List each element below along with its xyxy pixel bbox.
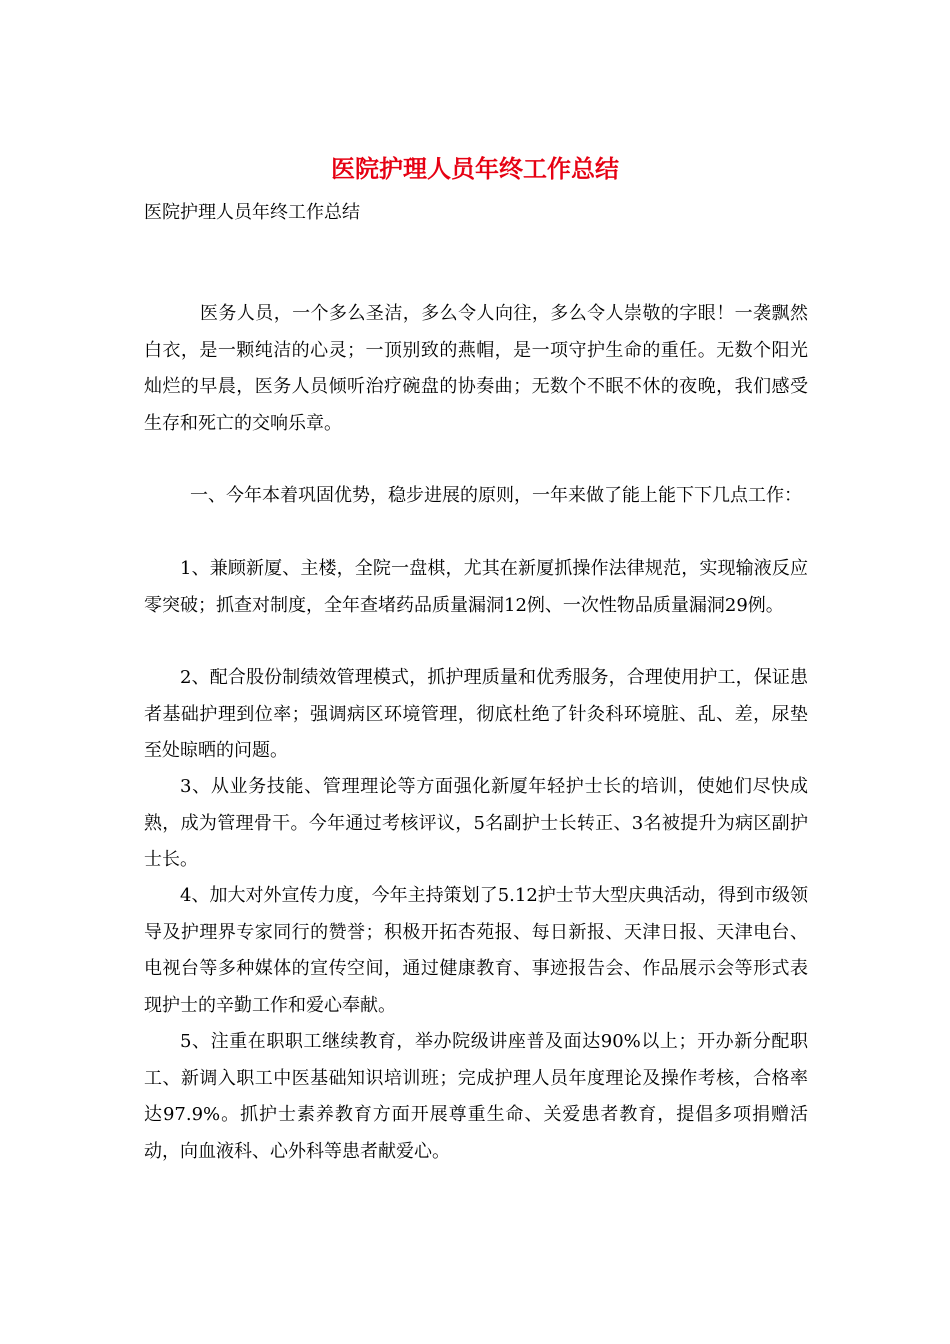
list-item-5: 5、注重在职职工继续教育，举办院级讲座普及面达90%以上；开办新分配职工、新调入职工中医基础知识培训班；完成护理人员年度理论及操作考核，合格率达97.9%。抓护士素养教育方面开展尊重生命、关爱患者教育，提倡多项捐赠活动，向血液科、心外科等患者献爱心。 bbox=[144, 1031, 808, 1162]
intro-paragraph: 医务人员，一个多么圣洁，多么令人向往，多么令人崇敬的字眼！一袭飘然白衣，是一颗纯洁的心灵；一顶别致的燕帽，是一项守护生命的重任。无数个阳光灿烂的早晨，医务人员倾听治疗碗盘的协奏曲；无数个不眠不休的夜晚，我们感受生存和死亡的交响乐章。 bbox=[144, 303, 808, 434]
list-item-2: 2、配合股份制绩效管理模式，抓护理质量和优秀服务，合理使用护工，保证患者基础护理到位率；强调病区环境管理，彻底杜绝了针灸科环境脏、乱、差，尿垫至处晾晒的问题。 bbox=[144, 667, 808, 761]
list-item-4: 4、加大对外宣传力度，今年主持策划了5.12护士节大型庆典活动，得到市级领导及护理界专家同行的赞誉；积极开拓杏苑报、每日新报、天津日报、天津电台、电视台等多种媒体的宣传空间，通过健康教育、事迹报告会、作品展示会等形式表现护士的辛勤工作和爱心奉献。 bbox=[144, 885, 808, 1016]
list-item-1: 1、兼顾新厦、主楼，全院一盘棋，尤其在新厦抓操作法律规范，实现输液反应零突破；抓查对制度，全年查堵药品质量漏洞12例、一次性物品质量漏洞29例。 bbox=[144, 558, 808, 616]
document-title: 医院护理人员年终工作总结 bbox=[331, 154, 619, 183]
document-subtitle: 医院护理人员年终工作总结 bbox=[144, 202, 360, 223]
list-item-3: 3、从业务技能、管理理论等方面强化新厦年轻护士长的培训，使她们尽快成熟，成为管理骨干。今年通过考核评议，5名副护士长转正、3名被提升为病区副护士长。 bbox=[144, 776, 808, 870]
section-heading: 一、今年本着巩固优势，稳步进展的原则，一年来做了能上能下下几点工作： bbox=[190, 485, 802, 506]
